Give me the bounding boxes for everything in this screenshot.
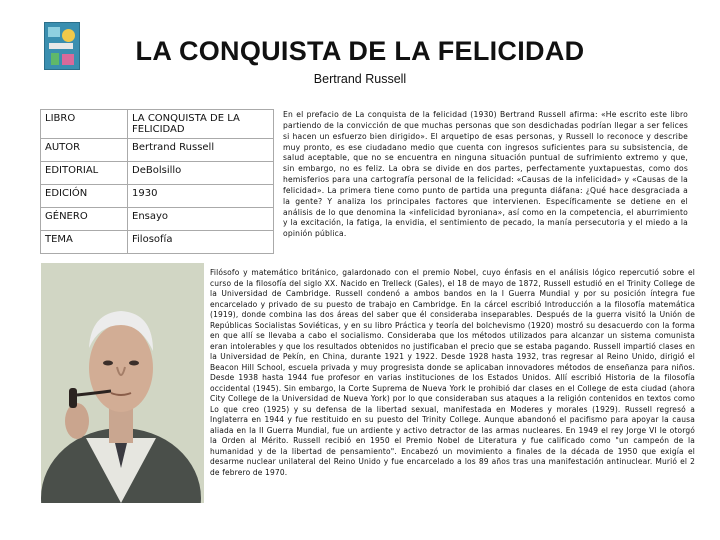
row-value: 1930	[128, 185, 274, 208]
row-value: Ensayo	[128, 208, 274, 231]
row-value: DeBolsillo	[128, 162, 274, 185]
row-value: Filosofía	[128, 231, 274, 254]
row-label: TEMA	[41, 231, 128, 254]
book-description: En el prefacio de La conquista de la felicidad (1930) Bertrand Russell afirma: «He escrito este libro partiendo de la convicción de que muchas personas que son desdichadas podrían llegar a ser felices si hacen un esfuerzo bien dirigido». El arquetipo de esas personas, y Russell lo reconoce y describe muy pronto, es ese ciudadano medio que cuenta con ingresos suficientes para su subsistencia, de salud aceptable, que no se encuentra en ninguna situación puntual de sufrimiento extremo y que, sin embargo, no es feliz. La obra se divide en dos partes, perfectamente yuxtapuestas, como dos hemisferios para una cartografía personal de la felicidad: «Causas de la infelicidad» y «Causas de la felicidad». La primera tiene como punto de partida una pregunta diáfana: ¿Qué hace desgraciada a la gente? Y analiza los principales factores que intervienen. Específicamente se detiene en el análisis de lo que denomina la «infelicidad byroniana», así como en la competencia, el aburrimiento y la excitación, la fatiga, la envidia, el sentimiento de pecado, la manía persecutoria y el miedo a la opinión pública.	[283, 110, 688, 239]
row-label: LIBRO	[41, 110, 128, 139]
table-row	[41, 162, 274, 185]
table-row	[41, 185, 274, 208]
author-portrait-photo	[41, 263, 204, 503]
row-label: AUTOR	[41, 139, 128, 162]
row-label: GÉNERO	[41, 208, 128, 231]
book-info-table	[40, 109, 274, 254]
row-label: EDITORIAL	[41, 162, 128, 185]
table-row	[41, 208, 274, 231]
row-label: EDICIÓN	[41, 185, 128, 208]
author-biography: Filósofo y matemático británico, galardonado con el premio Nobel, cuyo énfasis en el análisis lógico repercutió sobre el curso de la filosofía del siglo XX. Nacido en Trelleck (Gales), el 18 de mayo de 1872, Russell estudió en el Trinity College de la Universidad de Cambridge. Russell condenó a ambos bandos en la I Guerra Mundial y por su posición íntegra fue encarcelado y privado de su puesto de trabajo en Cambridge. En la cárcel escribió Introducción a la filosofía matemática (1919), donde combina las dos áreas del saber que él consideraba inseparables. Después de la guerra visitó la Unión de Repúblicas Socialistas Soviéticas, y en su libro Práctica y teoría del bolchevismo (1920) mostró su desacuerdo con la forma en que allí se llevaba a cabo el socialismo. Consideraba que los métodos utilizados para alcanzar un sistema comunista eran intolerables y que los resultados obtenidos no justificaban el precio que se estaba pagando. Russell impartió clases en la Universidad de Pekín, en China, durante 1921 y 1922. Desde 1928 hasta 1932, tras regresar al Reino Unido, dirigió el Beacon Hill School, escuela privada y muy progresista donde se aplicaban innovadores métodos de enseñanza para niños. Desde 1938 hasta 1944 fue profesor en varias instituciones de los Estados Unidos. Allí escribió Historia de la filosofía occidental (1945). Sin embargo, la Corte Suprema de Nueva York le prohibió dar clases en el College de esta ciudad (ahora City College de la Universidad de Nueva York) por lo que consideraban sus ataques a la religión contenidos en textos como Lo que creo (1925) y su defensa de la libertad sexual, manifestada en Moderes y morales (1929). Russell regresó a Inglaterra en 1944 y fue restituido en su puesto del Trinity College. Aunque abandonó el pacifismo para apoyar la causa aliada en la II Guerra Mundial, fue un ardiente y activo detractor de las armas nucleares. En 1949 el rey Jorge VI le otorgó la Orden al Mérito. Russell recibió en 1950 el Premio Nobel de Literatura y fue calificado como "un campeón de la humanidad y de la libertad de pensamiento". Encabezó un movimiento a finales de la década de 1950 que exigía el desarme nuclear unilateral del Reino Unido y fue encarcelado a los 89 años tras una manifestación antinuclear. Murió el 2 de febrero de 1970.	[210, 268, 695, 477]
page-title: LA CONQUISTA DE LA FELICIDAD	[135, 36, 585, 66]
row-value: Bertrand Russell	[128, 139, 274, 162]
table-row	[41, 231, 274, 254]
page-author: Bertrand Russell	[313, 72, 407, 86]
table-row	[41, 110, 274, 139]
row-value: LA CONQUISTA DE LA FELICIDAD	[128, 110, 274, 139]
table-row	[41, 139, 274, 162]
